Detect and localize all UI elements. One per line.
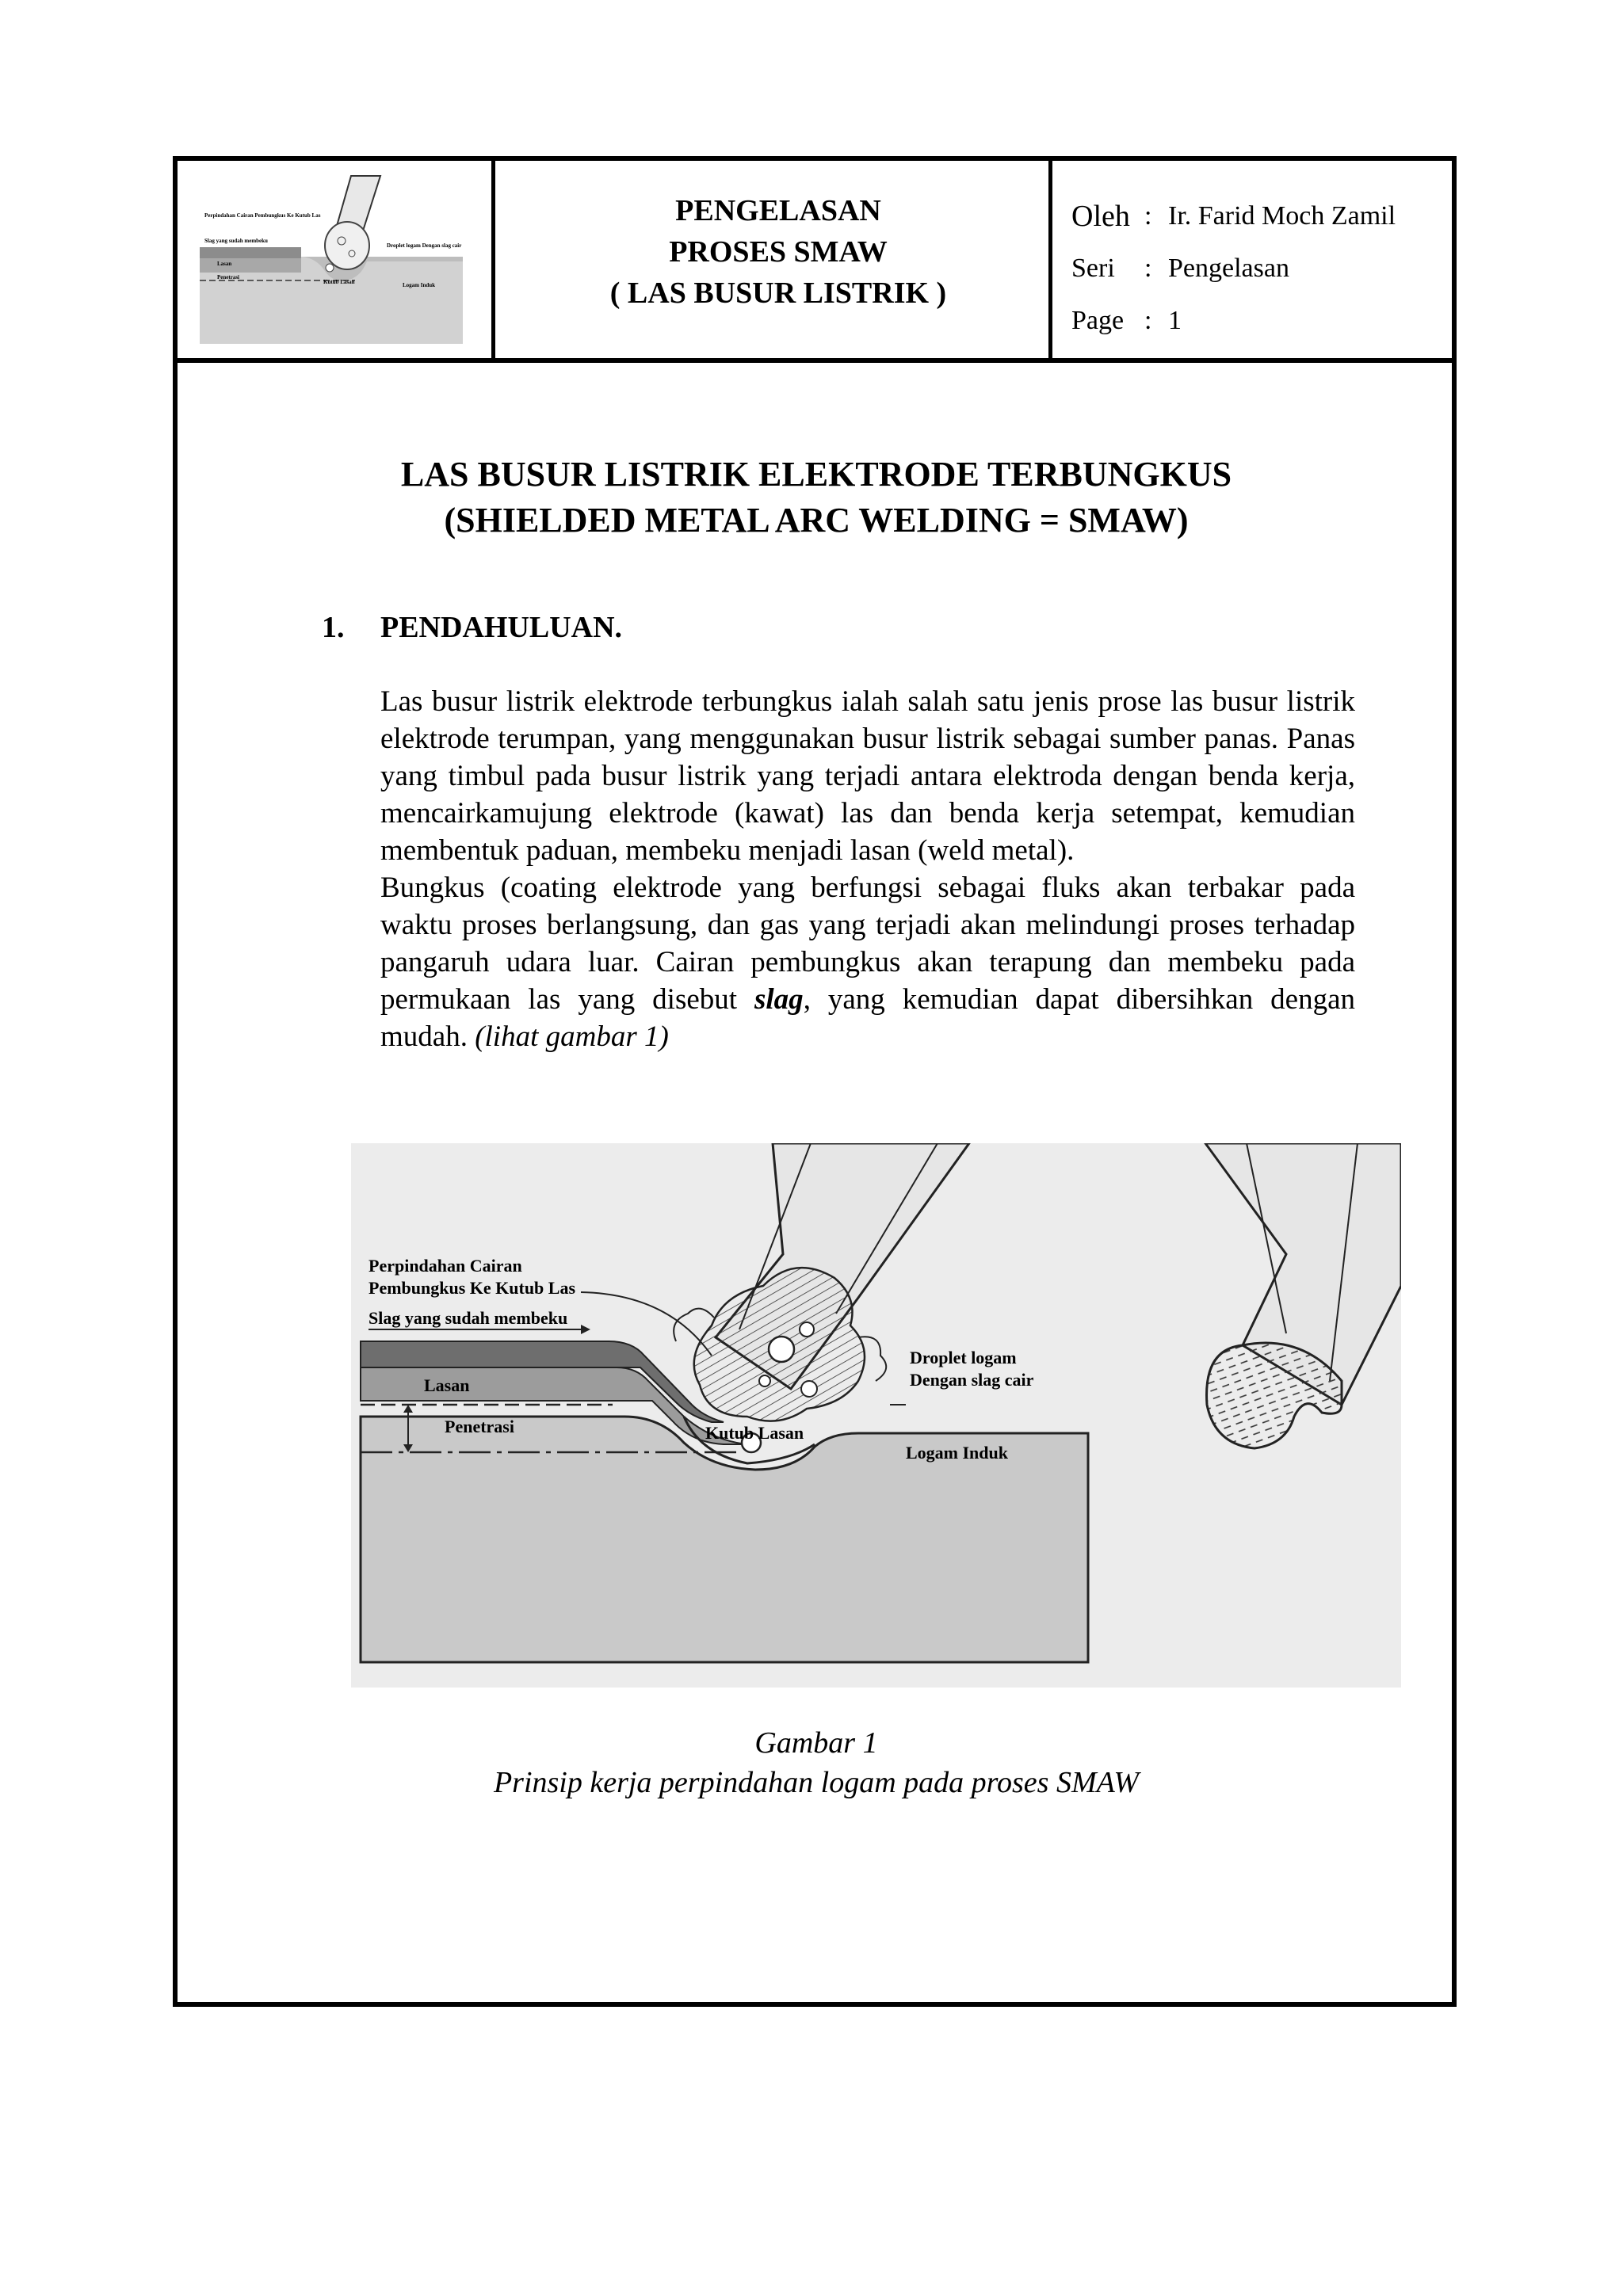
- thumb-label-droplet: Droplet logam Dengan slag cair: [387, 242, 462, 249]
- meta-row-series: Seri : Pengelasan: [1071, 242, 1396, 295]
- paragraph-1: Las busur listrik elektrode terbungkus ialah salah satu jenis prose las busur listrik elektrode terumpan, yang menggunakan busur listrik sebagai sumber panas. Panas yang timbul pada busur listrik yang terjadi antara elektroda dengan benda kerja, mencairkamujung elektrode (kawat) las dan benda kerja setempat, kemudian membentuk paduan, membeku menjadi lasan (weld metal).: [380, 685, 1355, 867]
- meta-row-page: Page : 1: [1071, 295, 1396, 347]
- figure-caption: [182, 1723, 1450, 1802]
- meta-value: Pengelasan: [1168, 254, 1289, 283]
- header-meta: [1071, 190, 1396, 347]
- header-divider: [173, 358, 1457, 363]
- fig-label-penetrasi: Penetrasi: [445, 1417, 514, 1436]
- header-title: [501, 190, 1056, 314]
- paragraph-2: Bungkus (coating elektrode yang berfungsi sebagai fluks akan terbakar pada waktu proses berlangsung, dan gas yang terjadi akan melindungi proses terhadap pangaruh udara luar. Cairan pembungkus akan terapung dan membeku pada permukaan las yang disebut slag, yang kemudian dapat dibersihkan dengan mudah. (lihat gambar 1): [380, 871, 1356, 1053]
- fig-label-logam: Logam Induk: [906, 1443, 1009, 1463]
- thumb-label-penetrasi: Penetrasi: [217, 274, 239, 280]
- meta-label: Seri: [1071, 254, 1115, 283]
- caption-line-1: Gambar 1: [754, 1726, 878, 1760]
- meta-value: Ir. Farid Moch Zamil: [1168, 201, 1396, 231]
- header-title-line: PROSES SMAW: [669, 235, 888, 269]
- fig-label-droplet-1: Droplet logam: [910, 1348, 1017, 1367]
- figure-reference: (lihat gambar 1): [475, 1020, 669, 1053]
- header-thumbnail: [197, 168, 466, 347]
- meta-label: Oleh: [1071, 200, 1130, 233]
- fig-label-perpindahan-2: Pembungkus Ke Kutub Las: [369, 1278, 576, 1298]
- fig-label-lasan: Lasan: [424, 1375, 470, 1395]
- header-title-line: ( LAS BUSUR LISTRIK ): [609, 277, 947, 310]
- meta-label: Page: [1071, 306, 1125, 335]
- meta-value: 1: [1168, 306, 1182, 335]
- thumb-label-lasan: Lasan: [217, 261, 232, 267]
- fig-label-slag: Slag yang sudah membeku: [369, 1308, 568, 1328]
- title-line-1: LAS BUSUR LISTRIK ELEKTRODE TERBUNGKUS: [400, 455, 1232, 494]
- thumb-label-kutub: Kutub Lasan: [323, 279, 355, 285]
- fig-label-kutub: Kutub Lasan: [705, 1423, 804, 1443]
- document-title: [182, 452, 1450, 543]
- fig-label-droplet-2: Dengan slag cair: [910, 1370, 1034, 1390]
- meta-row-author: Oleh : Ir. Farid Moch Zamil: [1071, 190, 1396, 242]
- thumb-label-perpindahan: Perpindahan Cairan Pembungkus Ke Kutub Las: [204, 212, 321, 219]
- thumb-slag: [200, 247, 301, 258]
- slag-term: slag: [754, 983, 804, 1016]
- title-line-2: (SHIELDED METAL ARC WELDING = SMAW): [444, 501, 1189, 540]
- section-number: 1.: [322, 611, 345, 644]
- header-title-line: PENGELASAN: [675, 194, 881, 227]
- thumb-weld: [200, 258, 301, 273]
- section-title: PENDAHULUAN.: [380, 611, 623, 644]
- smaw-figure: [351, 1143, 1401, 1688]
- fig-label-perpindahan-1: Perpindahan Cairan: [369, 1256, 522, 1276]
- body-text: [380, 683, 1355, 1055]
- thumb-label-slag: Slag yang sudah membeku: [204, 238, 268, 244]
- header-divider-left: [491, 156, 495, 360]
- caption-line-2: Prinsip kerja perpindahan logam pada proses SMAW: [493, 1766, 1140, 1799]
- section-heading: [322, 610, 622, 645]
- thumb-label-logam: Logam Induk: [403, 282, 436, 288]
